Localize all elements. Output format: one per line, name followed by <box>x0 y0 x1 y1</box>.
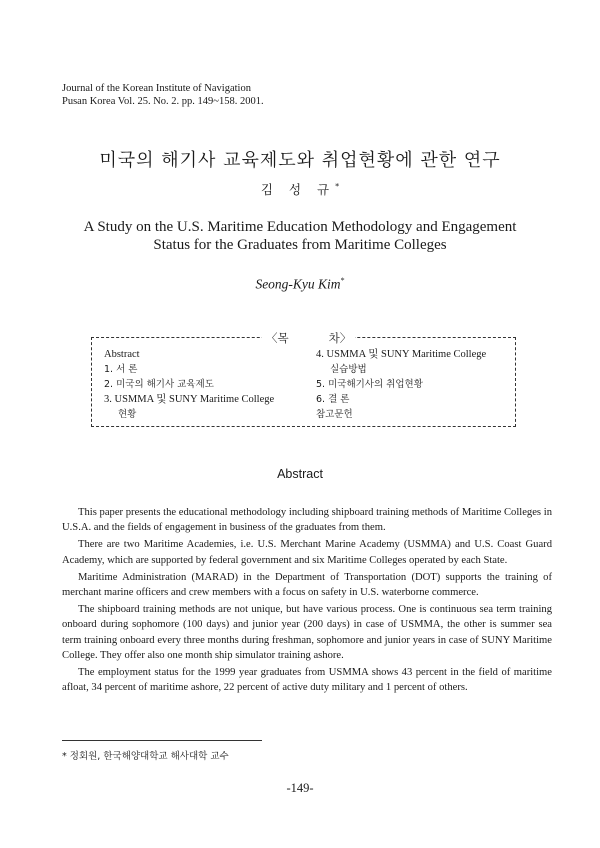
abstract-paragraph: Maritime Administration (MARAD) in the Department of Transportation (DOT) supports the training of merchant marine officers and crew members with a focus on safety in U.S. waterborne commerce. <box>62 571 552 599</box>
footnote: * 정회원, 한국해양대학교 해사대학 교수 <box>62 751 229 762</box>
toc-item: 1. 서 론 <box>104 364 138 375</box>
abstract-paragraph: This paper presents the educational methodology including shipboard training methods of Maritime Colleges in U.S.A. and the fields of engagement in business of the graduates from them. <box>62 507 552 534</box>
toc-item-continued: 실습방법 <box>330 364 367 375</box>
page-number: -149- <box>286 781 314 795</box>
toc-item: 4. USMMA 및 SUNY Maritime College <box>316 349 487 360</box>
toc-item-continued: 현황 <box>118 409 137 420</box>
journal-name: Journal of the Korean Institute of Navigation <box>62 83 251 94</box>
toc-item: 2. 미국의 해기사 교육제도 <box>104 379 214 390</box>
abstract-body <box>62 505 552 697</box>
abstract-heading: Abstract <box>277 467 323 481</box>
english-author-mark: * <box>340 276 345 285</box>
toc-heading-right: 차〉 <box>328 331 352 345</box>
toc-item: Abstract <box>104 349 140 360</box>
english-author-name: Seong-Kyu Kim <box>255 276 341 292</box>
toc-item: 6. 결 론 <box>316 394 350 405</box>
english-title <box>0 218 600 254</box>
toc-item: 3. USMMA 및 SUNY Maritime College <box>104 394 275 405</box>
footnote-divider <box>62 740 262 741</box>
korean-title: 미국의 해기사 교육제도와 취업현황에 관한 연구 <box>99 150 501 171</box>
abstract-paragraph: The employment status for the 1999 year graduates from USMMA shows 43 percent in the field of maritime afloat, 34 percent of maritime ashore, 22 percent of active duty military and 1 percent of others. <box>62 667 552 694</box>
toc-left-column <box>104 347 274 422</box>
toc-item: 참고문헌 <box>316 409 353 420</box>
toc-heading-left: 〈목 <box>266 331 289 345</box>
table-of-contents <box>91 331 516 427</box>
toc-heading <box>262 330 355 346</box>
korean-author-mark: * <box>335 181 340 191</box>
journal-header <box>62 82 264 108</box>
abstract-paragraph: The shipboard training methods are not unique, but have various process. One is continuous sea term training onboard during sophomore (100 days) and junior year (200 days) in case of USMMA, the other is summer sea term training onboard every three months during freshman, sophomore and junior years in case of SUNY Maritime College. They offer also one month ship simulator training ashore. <box>62 603 552 662</box>
korean-author-name: 김 성 규 <box>260 182 336 197</box>
english-author <box>0 276 600 293</box>
toc-item: 5. 미국해기사의 취업현황 <box>316 379 423 390</box>
journal-citation: Pusan Korea Vol. 25. No. 2. pp. 149~158. 2001. <box>62 96 264 107</box>
english-title-line-1: A Study on the U.S. Maritime Education Methodology and Engagement <box>83 219 517 235</box>
english-title-line-2: Status for the Graduates from Maritime Colleges <box>153 237 447 253</box>
abstract-paragraph: There are two Maritime Academies, i.e. U.S. Merchant Marine Academy (USMMA) and U.S. Coast Guard Academy, which are supported by federal government and six Maritime Colleges operated by each State. <box>62 539 552 566</box>
toc-right-column <box>316 347 486 422</box>
korean-author <box>0 180 600 198</box>
